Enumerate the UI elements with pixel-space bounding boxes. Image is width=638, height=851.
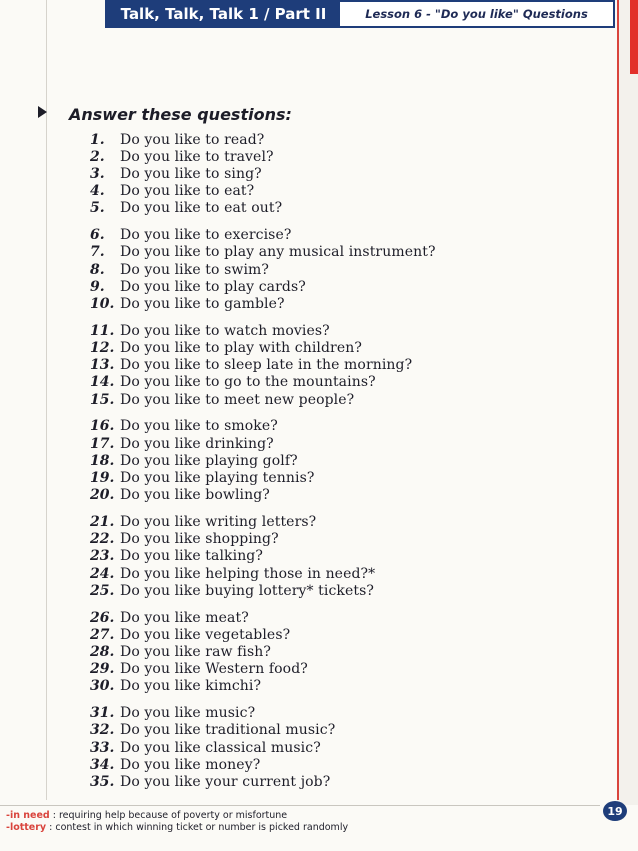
footnote-definition: : contest in which winning ticket or number is picked randomly xyxy=(46,822,349,833)
right-margin-rule xyxy=(617,0,619,800)
question-text: Do you like writing letters? xyxy=(120,513,317,530)
question-text: Do you like to eat? xyxy=(120,183,255,200)
question-text: Do you like money? xyxy=(120,756,261,773)
question-number: 10. xyxy=(90,295,115,312)
question-text: Do you like your current job? xyxy=(120,773,331,790)
footnote-definition: : requiring help because of poverty or misfortune xyxy=(49,810,288,821)
question-item xyxy=(90,131,264,148)
question-number: 8. xyxy=(90,261,105,278)
question-item xyxy=(90,452,298,469)
question-number: 18. xyxy=(90,452,115,469)
question-item xyxy=(90,722,335,739)
question-text: Do you like buying lottery* tickets? xyxy=(120,582,375,599)
question-number: 6. xyxy=(90,227,105,244)
footnote-term: -lottery xyxy=(6,822,47,833)
question-number: 29. xyxy=(90,661,115,678)
question-item xyxy=(90,183,254,200)
page-header xyxy=(105,0,615,28)
question-text: Do you like kimchi? xyxy=(120,678,262,695)
footnote-in-need xyxy=(6,810,348,822)
question-item xyxy=(90,227,291,244)
question-number: 1. xyxy=(90,131,105,148)
question-text: Do you like to play any musical instrument? xyxy=(120,244,436,261)
question-item xyxy=(90,565,375,582)
question-item xyxy=(90,643,271,660)
question-number: 7. xyxy=(90,244,105,261)
question-item xyxy=(90,374,376,391)
question-number: 32. xyxy=(90,722,115,739)
question-text: Do you like music? xyxy=(120,705,256,722)
question-text: Do you like bowling? xyxy=(120,487,270,504)
question-item xyxy=(90,200,282,217)
question-item xyxy=(90,469,315,486)
question-text: Do you like to go to the mountains? xyxy=(120,374,376,391)
question-number: 33. xyxy=(90,739,115,756)
question-number: 12. xyxy=(90,339,115,356)
question-number: 34. xyxy=(90,756,115,773)
question-item xyxy=(90,739,321,756)
question-text: Do you like to read? xyxy=(120,131,265,148)
question-number: 14. xyxy=(90,374,115,391)
question-text: Do you like classical music? xyxy=(120,739,321,756)
question-number: 27. xyxy=(90,626,115,643)
question-text: Do you like to smoke? xyxy=(120,418,278,435)
question-number: 20. xyxy=(90,487,115,504)
question-text: Do you like playing golf? xyxy=(120,452,298,469)
footnote-term: -in need xyxy=(6,810,50,821)
question-text: Do you like to meet new people? xyxy=(120,391,355,408)
question-text: Do you like talking? xyxy=(120,548,263,565)
section-heading xyxy=(38,94,292,124)
question-item xyxy=(90,418,278,435)
question-number: 15. xyxy=(90,391,115,408)
question-number: 26. xyxy=(90,609,115,626)
question-text: Do you like to travel? xyxy=(120,148,274,165)
question-text: Do you like traditional music? xyxy=(120,722,336,739)
footnotes xyxy=(6,810,348,834)
question-item xyxy=(90,322,330,339)
footer-rule xyxy=(0,805,600,806)
question-text: Do you like meat? xyxy=(120,609,249,626)
question-number: 25. xyxy=(90,582,115,599)
question-number: 30. xyxy=(90,678,115,695)
book-title: Talk, Talk, Talk 1 / Part II xyxy=(107,2,340,26)
question-number: 24. xyxy=(90,565,115,582)
right-margin-band xyxy=(617,0,638,805)
question-text: Do you like to sleep late in the morning? xyxy=(120,357,413,374)
question-item xyxy=(90,295,285,312)
chapter-tab xyxy=(630,0,638,74)
question-text: Do you like to play with children? xyxy=(120,339,362,356)
question-item xyxy=(90,678,261,695)
question-number: 31. xyxy=(90,705,115,722)
question-item xyxy=(90,278,306,295)
question-text: Do you like vegetables? xyxy=(120,626,291,643)
question-item xyxy=(90,531,279,548)
question-item xyxy=(90,756,260,773)
question-number: 11. xyxy=(90,322,115,339)
lesson-title: Lesson 6 - "Do you like" Questions xyxy=(340,2,613,26)
page-number: 19 xyxy=(603,801,627,821)
question-text: Do you like to watch movies? xyxy=(120,322,330,339)
question-number: 13. xyxy=(90,357,115,374)
question-number: 16. xyxy=(90,418,115,435)
question-item xyxy=(90,357,412,374)
question-text: Do you like to play cards? xyxy=(120,278,306,295)
question-number: 2. xyxy=(90,148,105,165)
question-text: Do you like drinking? xyxy=(120,435,274,452)
question-item xyxy=(90,244,436,261)
question-item xyxy=(90,487,270,504)
question-text: Do you like to exercise? xyxy=(120,227,292,244)
question-item xyxy=(90,148,274,165)
question-text: Do you like helping those in need?* xyxy=(120,565,376,582)
question-number: 4. xyxy=(90,183,105,200)
question-item xyxy=(90,548,263,565)
question-text: Do you like playing tennis? xyxy=(120,469,315,486)
question-item xyxy=(90,261,269,278)
question-item xyxy=(90,339,362,356)
question-item xyxy=(90,773,330,790)
heading-text: Answer these questions: xyxy=(69,105,292,124)
question-item xyxy=(90,705,255,722)
triangle-bullet-icon xyxy=(38,106,47,118)
question-item xyxy=(90,165,262,182)
question-text: Do you like to eat out? xyxy=(120,200,283,217)
question-number: 28. xyxy=(90,643,115,660)
question-item xyxy=(90,435,274,452)
question-item xyxy=(90,626,290,643)
question-text: Do you like to swim? xyxy=(120,261,270,278)
question-text: Do you like shopping? xyxy=(120,531,279,548)
question-item xyxy=(90,391,354,408)
question-text: Do you like to gamble? xyxy=(120,295,285,312)
question-number: 22. xyxy=(90,531,115,548)
question-number: 23. xyxy=(90,548,115,565)
question-number: 9. xyxy=(90,278,105,295)
question-number: 17. xyxy=(90,435,115,452)
question-number: 21. xyxy=(90,513,115,530)
question-text: Do you like Western food? xyxy=(120,661,308,678)
question-number: 3. xyxy=(90,165,105,182)
question-text: Do you like to sing? xyxy=(120,165,262,182)
question-number: 5. xyxy=(90,200,105,217)
question-text: Do you like raw fish? xyxy=(120,643,272,660)
question-number: 35. xyxy=(90,773,115,790)
question-item xyxy=(90,609,249,626)
question-item xyxy=(90,513,316,530)
question-item xyxy=(90,661,308,678)
footnote-lottery xyxy=(6,822,348,834)
question-number: 19. xyxy=(90,469,115,486)
question-item xyxy=(90,582,374,599)
